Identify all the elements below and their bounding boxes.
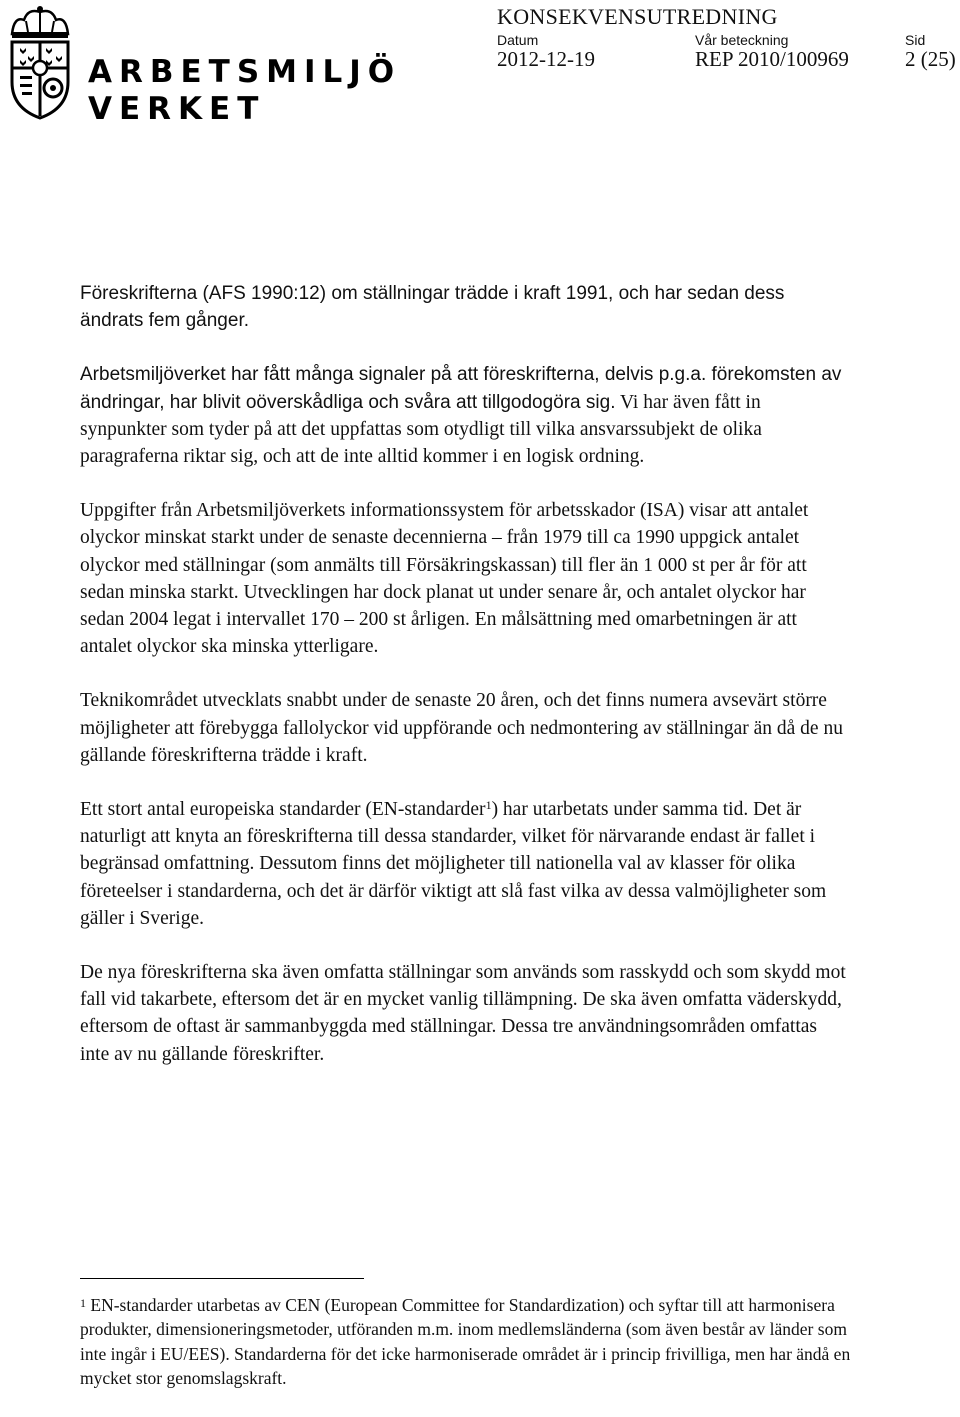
paragraph-5	[80, 796, 850, 932]
paragraph-3: Uppgifter från Arbetsmiljöverkets informationssystem för arbetsskador (ISA) visar att antalet olyckor minskat starkt under de senaste decennierna – från 1979 till ca 1990 uppgick antalet olyckor med ställningar (som anmälts till Försäkringskassan) till fler än 1 000 st per år för att sedan minska starkt. Utvecklingen har dock planat ut under senare år, och antalet olyckor har sedan 2004 legat i intervallet 170 – 200 st årligen. En målsättning med omarbetningen är att antalet olyckor ska minska ytterligare.	[80, 500, 809, 658]
document-header	[497, 4, 957, 84]
paragraph-2	[80, 361, 850, 470]
agency-name	[88, 54, 401, 128]
agency-logo	[4, 4, 402, 127]
date-label: Datum	[497, 32, 539, 48]
paragraph-5-part-1: Ett stort antal europeiska standarder (EN-standarder	[80, 799, 486, 821]
footnote-reference: 1	[485, 798, 492, 813]
reference-value: REP 2010/100969	[695, 47, 849, 71]
footnote-divider	[80, 1278, 364, 1279]
paragraph-2-part-1: Arbetsmiljöverket har fått många signaler på att föreskrifterna, delvis p.g.a. förekomsten av ändringar, har blivit oöverskådliga och svåra att tillgodogöra sig.	[80, 364, 842, 413]
paragraph-6: De nya föreskrifterna ska även omfatta ställningar som används som rasskydd och som skydd mot fall vid takarbete, eftersom det är en mycket vanlig tillämpning. De ska även omfatta väderskydd, eftersom de oftast är sammanbyggda med ställningar. Dessa tre användningsområden omfattas inte av nu gällande föreskrifter.	[80, 962, 846, 1065]
page-number: 2 (25)	[905, 47, 956, 71]
paragraph-5-part-2: ) har utarbetats under samma tid. Det är naturligt att knyta an föreskrifterna till dessa standarder, vilket för närvarande endast är fallet i begränsad omfattning. Dessutom finns det möjligheter till nationella val av klasser för olika företeelser i standarderna, och det är därför viktigt att slå fast vilka av dessa valmöjligheter som gäller i Sverige.	[80, 799, 827, 929]
paragraph-4: Teknikområdet utvecklats snabbt under de senaste 20 åren, och det finns numera avsevärt större möjligheter att förebygga fallolyckor vid uppförande och nedmontering av ställningar än då de nu gällande föreskrifterna trädde i kraft.	[80, 690, 843, 766]
crest-icon	[4, 4, 76, 122]
footnote-text: EN-standarder utarbetas av CEN (European Committee for Standardization) och syftar till att harmonisera produkter, dimensioneringsmetoder, utföranden m.m. inom medlemsländerna (som även består av länder som inte ingår i EU/EES). Standarderna för det icke harmoniserade området är i princip frivilliga, men har ändå en mycket stor genomslagskraft.	[80, 1295, 851, 1389]
reference-label: Vår beteckning	[695, 32, 789, 48]
footnote-marker: 1	[80, 1296, 86, 1310]
document-type: KONSEKVENSUTREDNING	[497, 4, 778, 29]
agency-name-line2: VERKET	[88, 91, 266, 127]
document-body	[80, 280, 850, 1095]
footnote	[80, 1293, 870, 1391]
agency-name-line1: ARBETSMILJÖ	[88, 54, 402, 90]
paragraph-1: Föreskrifterna (AFS 1990:12) om ställningar trädde i kraft 1991, och har sedan dess ändrats fem gånger.	[80, 283, 785, 332]
date-value: 2012-12-19	[497, 47, 595, 71]
paragraph-2-part-2: Vi har även fått in synpunkter som tyder på att det uppfattas som otydligt till vilka ansvarssubjekt de olika paragraferna riktar sig, och att de inte alltid kommer i en logisk ordning.	[80, 391, 762, 468]
page-label: Sid	[905, 32, 926, 48]
